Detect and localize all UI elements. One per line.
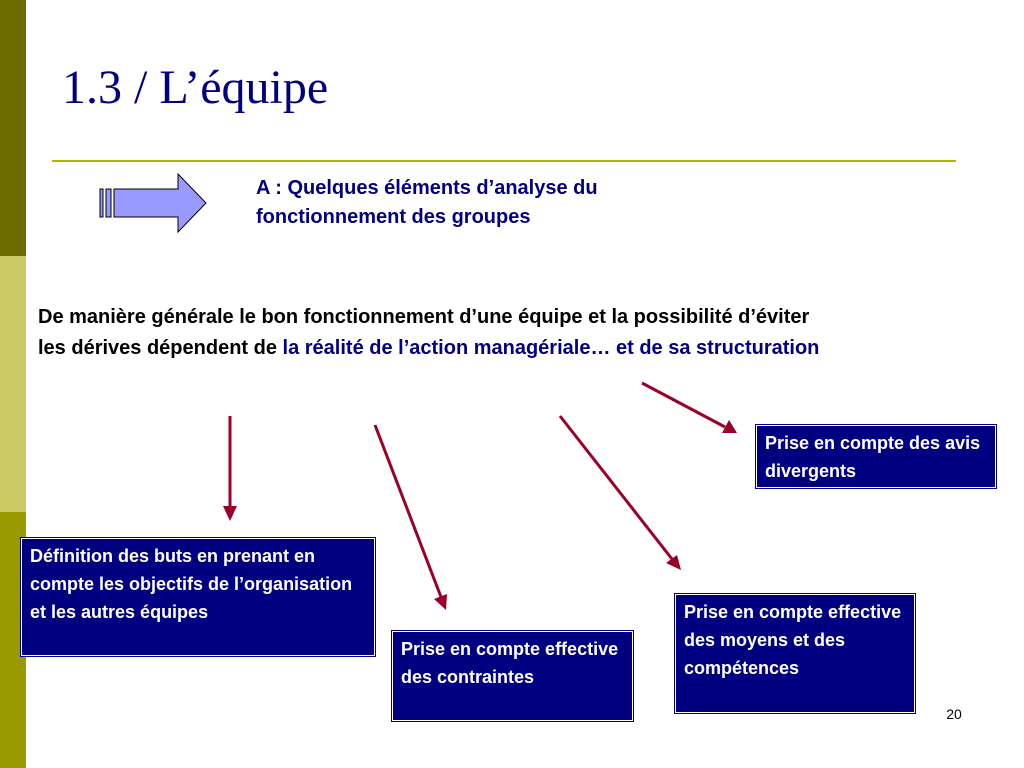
arrow-to-contraintes: [375, 425, 441, 597]
arrow-to-avis: [642, 383, 725, 427]
arrow-to-moyens: [560, 416, 672, 559]
right-arrow-icon: [96, 172, 208, 234]
slide-title: 1.3 / L’équipe: [62, 61, 329, 114]
left-band-top: [0, 0, 26, 256]
page-number: 20: [946, 706, 962, 722]
intro-text: De manière générale le bon fonctionnement d’une équipe et la possibilité d’éviter les dérives dépendent de: [38, 306, 810, 359]
box-avis-divergents: Prise en compte des avis divergents: [756, 425, 996, 488]
box-moyens-competences: Prise en compte effective des moyens et des compétences: [675, 594, 915, 713]
title-divider: [52, 160, 956, 162]
left-band-middle: [0, 256, 26, 512]
box-contraintes: Prise en compte effective des contraintes: [392, 631, 633, 721]
section-subtitle: A : Quelques éléments d’analyse du fonctionnement des groupes: [256, 177, 598, 228]
intro-paragraph: [38, 302, 828, 364]
intro-highlight: la réalité de l’action managériale… et de sa structuration: [282, 337, 820, 359]
box-definition-buts: Définition des buts en prenant en compte les objectifs de l’organisation et les autres équipes: [21, 538, 375, 656]
